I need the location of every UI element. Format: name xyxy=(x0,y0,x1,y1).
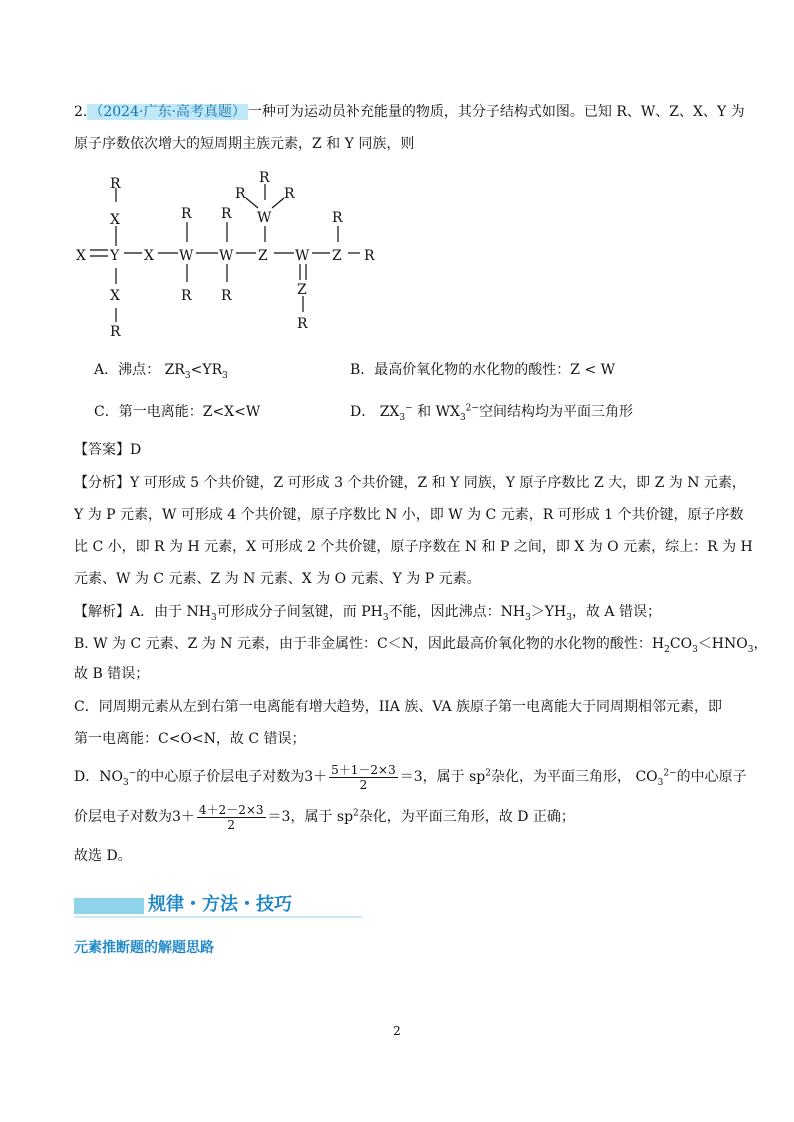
source-tag: （2024·广东·高考真题） xyxy=(89,104,246,120)
structural-formula xyxy=(60,160,400,340)
answer-line xyxy=(74,440,141,460)
formula: ZX xyxy=(379,404,400,420)
analysis-line-3 xyxy=(74,537,753,557)
atom: R xyxy=(235,186,246,202)
analysis-text: Y 为 P 元素，W 可形成 4 个共价键，原子序数比 N 小，即 W 为 C 元素，R 可形成 1 个共价键，原子序数 xyxy=(74,507,744,523)
analysis-line-4 xyxy=(74,569,481,589)
superscript: 2− xyxy=(663,768,677,779)
text: 的中心原子 xyxy=(676,769,747,785)
atom: W xyxy=(257,210,272,226)
atom: R xyxy=(221,288,232,304)
analysis-text: 比 C 小，即 R 为 H 元素，X 可形成 2 个共价键，原子序数在 N 和 P 之间，即 X 为 O 元素，综上：R 为 H xyxy=(74,539,753,555)
option-c-expr: Z<X<W xyxy=(202,404,261,420)
explanation-line-a xyxy=(74,602,661,622)
section-title: 规律・方法・技巧 xyxy=(148,894,292,915)
page-number: 2 xyxy=(393,1024,401,1038)
explanation-line-b xyxy=(74,634,767,654)
atom: R xyxy=(284,186,295,202)
text: ， xyxy=(753,636,768,652)
numerator: 5＋1－2×3 xyxy=(331,762,396,777)
explanation-line-c2 xyxy=(74,729,306,749)
analysis-text: Y 可形成 5 个共价键，Z 可形成 3 个共价键，Z 和 Y 同族，Y 原子序数比 Z 大，即 Z 为 N 元素， xyxy=(130,475,746,491)
subscript: 3 xyxy=(692,644,698,655)
atom: R xyxy=(110,324,121,340)
atom: W xyxy=(179,248,194,264)
analysis-line-1 xyxy=(74,473,746,493)
conclusion-line xyxy=(74,846,132,866)
formula: WX xyxy=(435,404,460,420)
formula: YR xyxy=(202,362,223,378)
subscript: 3 xyxy=(747,644,754,655)
denominator: 2 xyxy=(227,817,236,832)
fraction xyxy=(197,803,266,832)
option-a-label: A．沸点： xyxy=(94,362,161,378)
text: 杂化，为平面三角形， CO xyxy=(491,769,658,785)
text: ＝3，属于 sp xyxy=(399,769,486,785)
text: 第一电离能：C<O<N，故 C 错误； xyxy=(74,731,306,747)
text: 不能，因此沸点：NH xyxy=(388,604,526,620)
superscript: 2 xyxy=(353,808,359,819)
text: ，故 A 错误； xyxy=(571,604,661,620)
explanation-line-b2 xyxy=(74,664,149,684)
stem-text-1: 一种可为运动员补充能量的物质，其分子结构式如图。已知 R、W、Z、X、Y 为 xyxy=(247,104,745,120)
atom: R xyxy=(181,206,192,222)
text: C．同周期元素从左到右第一电离能有增大趋势，IIA 族、VA 族原子第一电离能大于同周期相邻元素，即 xyxy=(74,699,723,715)
operator: < xyxy=(190,362,203,378)
atom: W xyxy=(295,248,310,264)
option-d xyxy=(350,402,633,422)
option-c xyxy=(94,402,260,422)
atom: W xyxy=(219,248,234,264)
option-a xyxy=(94,360,228,380)
subscript: 3 xyxy=(122,777,129,788)
formula: ZR xyxy=(164,362,185,378)
analysis-label: 【分析】 xyxy=(74,475,130,491)
text: CO xyxy=(669,636,693,652)
subscript: 3 xyxy=(657,777,664,788)
numerator: 4＋2－2×3 xyxy=(198,802,264,817)
subscript: 3 xyxy=(566,612,572,623)
superscript: 2 xyxy=(485,768,492,779)
analysis-text: 元素、W 为 C 元素、Z 为 N 元素、X 为 O 元素、Y 为 P 元素。 xyxy=(74,571,481,587)
atom: X xyxy=(110,212,120,228)
subscript: 3 xyxy=(399,412,406,423)
atom: R xyxy=(181,288,192,304)
subscript: 3 xyxy=(525,612,531,623)
atom: X xyxy=(76,248,86,264)
superscript: 2− xyxy=(465,403,479,414)
subscript: 3 xyxy=(184,370,191,381)
atom: Z xyxy=(258,248,268,264)
answer-value: D xyxy=(130,442,142,458)
atom: R xyxy=(110,176,121,192)
text: B. W 为 C 元素、Z 为 N 元素，由于非金属性：C＜N，因此最高价氧化物的水化物的酸性：H xyxy=(74,636,665,652)
option-b-label: B．最高价氧化物的水化物的酸性： xyxy=(350,362,571,378)
subscript: 2 xyxy=(664,644,670,655)
option-d-label: D． xyxy=(350,404,376,420)
denominator: 2 xyxy=(359,777,368,792)
text: A．由于 NH xyxy=(130,604,212,620)
explanation-line-d2 xyxy=(74,802,575,832)
conclusion-text: 故选 D。 xyxy=(74,848,132,864)
explanation-line-d1 xyxy=(74,762,747,792)
option-d-tail: 空间结构均为平面三角形 xyxy=(478,404,633,420)
stem-text-2: 原子序数依次增大的短周期主族元素，Z 和 Y 同族，则 xyxy=(74,136,415,152)
question-line-1 xyxy=(74,102,745,122)
answer-label: 【答案】 xyxy=(74,442,130,458)
superscript: − xyxy=(128,768,137,779)
text: ＞YH xyxy=(530,604,567,620)
atom: R xyxy=(297,316,308,332)
atom: Z xyxy=(297,282,307,298)
option-b-expr: Z < W xyxy=(570,362,616,378)
explanation-line-c1 xyxy=(74,697,722,717)
atom: Z xyxy=(332,248,342,264)
analysis-line-2 xyxy=(74,505,744,525)
section-subtitle: 元素推断题的解题思路 xyxy=(74,940,214,956)
banner-band xyxy=(74,898,144,914)
atom: X xyxy=(110,288,120,304)
atom: R xyxy=(221,206,232,222)
text: ＜HNO xyxy=(697,636,748,652)
text: 故 B 错误； xyxy=(74,666,150,682)
text: 可形成分子间氢键，而 PH xyxy=(216,604,383,620)
atom: R xyxy=(364,248,375,264)
section-banner xyxy=(74,892,362,920)
text: D．NO xyxy=(74,769,123,785)
atom: Y xyxy=(110,248,120,264)
option-c-label: C．第一电离能： xyxy=(94,404,203,420)
text: 的中心原子价层电子对数为3＋ xyxy=(136,769,328,785)
question-line-2 xyxy=(74,134,414,154)
text: ＝3，属于 sp xyxy=(267,809,354,825)
atom: X xyxy=(144,248,154,264)
subscript: 3 xyxy=(459,412,466,423)
text: 价层电子对数为3＋ xyxy=(74,809,195,825)
explanation-label: 【解析】 xyxy=(74,604,130,620)
subscript: 3 xyxy=(211,612,217,623)
text: 杂化，为平面三角形，故 D 正确； xyxy=(358,809,575,825)
conjunction: 和 xyxy=(417,404,432,420)
atom: R xyxy=(332,210,343,226)
question-number: 2. xyxy=(74,104,88,120)
fraction xyxy=(329,763,398,792)
atom-labels xyxy=(76,170,375,340)
superscript: − xyxy=(405,403,413,414)
subscript: 3 xyxy=(222,370,228,381)
atom: R xyxy=(259,170,270,186)
option-b xyxy=(350,360,615,380)
subscript: 3 xyxy=(382,612,389,623)
